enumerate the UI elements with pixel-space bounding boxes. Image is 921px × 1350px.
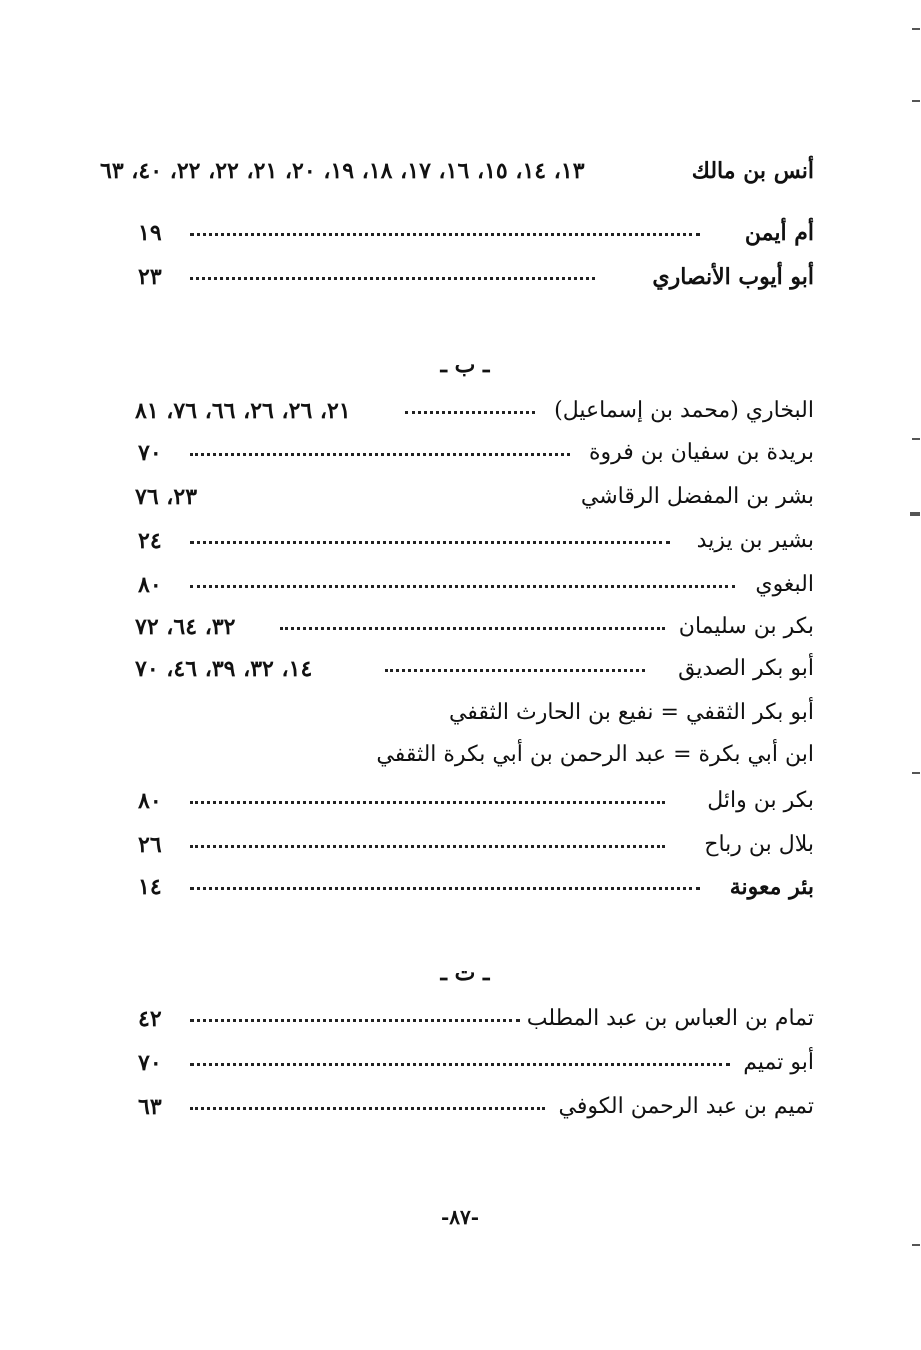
leader-dots [190,801,665,804]
margin-mark [912,772,920,774]
entry-pages: ٢٣، ٧٦ [135,484,198,510]
entry-pages: ١٤، ٣٢، ٣٩، ٤٦، ٧٠ [135,656,313,682]
entry-pages: ٣٢، ٦٤، ٧٢ [135,614,236,640]
index-entry [100,1088,814,1128]
index-entry [100,478,814,518]
leader-dots [385,669,645,672]
index-entry [100,522,814,562]
margin-mark [912,100,920,102]
index-entry [100,782,814,822]
index-entry [100,868,814,908]
cross-reference-text: أبو بكر الثقفي = نفيع بن الحارث الثقفي [448,700,814,725]
entry-name: تميم بن عبد الرحمن الكوفي [558,1094,814,1119]
leader-dots [280,627,665,630]
index-entry [100,1000,814,1040]
entry-name: بئر معونة [729,874,814,900]
leader-dots [190,1107,545,1110]
entry-pages: ٤٢ [138,1006,162,1032]
entry-name: البخاري (محمد بن إسماعيل) [554,398,814,423]
entry-name: البغوي [755,572,814,597]
leader-dots [190,1019,520,1022]
entry-name: بشر بن المفضل الرقاشي [580,484,814,509]
entry-name: بشير بن يزيد [696,528,814,553]
margin-mark [910,512,920,516]
leader-dots [190,585,735,588]
leader-dots [190,541,670,544]
index-entry [100,650,814,690]
margin-mark [912,28,920,30]
leader-dots [190,277,595,280]
entry-name: بكر بن سليمان [678,614,814,639]
entry-pages: ١٩ [138,220,162,246]
cross-reference [100,694,814,734]
entry-name: أبو بكر الصديق [678,656,814,681]
index-entry [100,152,814,192]
cross-reference [100,736,814,776]
entry-name: بريدة بن سفيان بن فروة [588,440,814,465]
entry-pages: ٨٠ [138,788,162,814]
entry-name: أم أيمن [744,220,814,246]
entry-pages: ٧٠ [138,1050,162,1076]
index-entry [100,392,814,432]
entry-pages: ٦٣ [138,1094,162,1120]
entry-pages: ٢٦ [138,832,162,858]
entry-name: أبو تميم [743,1050,814,1075]
entry-name: بلال بن رباح [704,832,814,857]
leader-dots [405,411,535,414]
leader-dots [190,1063,730,1066]
entry-pages: ١٣، ١٤، ١٥، ١٦، ١٧، ١٨، ١٩، ٢٠، ٢١، ٢٢، ٢٢، ٤٠، ٦٣ [100,158,585,184]
entry-pages: ٨٠ [138,572,162,598]
section-heading-ta: ـ ت ـ [440,960,490,986]
entry-pages: ٢٤ [138,528,162,554]
entry-name: أنس بن مالك [691,158,814,184]
index-entry [100,258,814,298]
margin-mark [912,1244,920,1246]
index-entry [100,826,814,866]
index-entry [100,434,814,474]
index-entry [100,608,814,648]
entry-pages: ٢٣ [138,264,162,290]
entry-name: بكر بن وائل [707,788,814,813]
entry-name: تمام بن العباس بن عبد المطلب [526,1006,814,1031]
cross-reference-text: ابن أبي بكرة = عبد الرحمن بن أبي بكرة الثقفي [376,742,814,767]
entry-pages: ٢١، ٢٦، ٢٦، ٦٦، ٧٦، ٨١ [135,398,351,424]
page-number: -٨٧- [440,1205,480,1229]
margin-mark [912,438,920,440]
index-entry [100,214,814,254]
leader-dots [190,233,700,236]
leader-dots [190,887,700,890]
entry-pages: ٧٠ [138,440,162,466]
entry-pages: ١٤ [138,874,162,900]
index-entry [100,566,814,606]
entry-name: أبو أيوب الأنصاري [652,264,814,290]
leader-dots [190,845,665,848]
section-heading-ba: ـ ب ـ [440,352,490,378]
index-entry [100,1044,814,1084]
leader-dots [190,453,570,456]
